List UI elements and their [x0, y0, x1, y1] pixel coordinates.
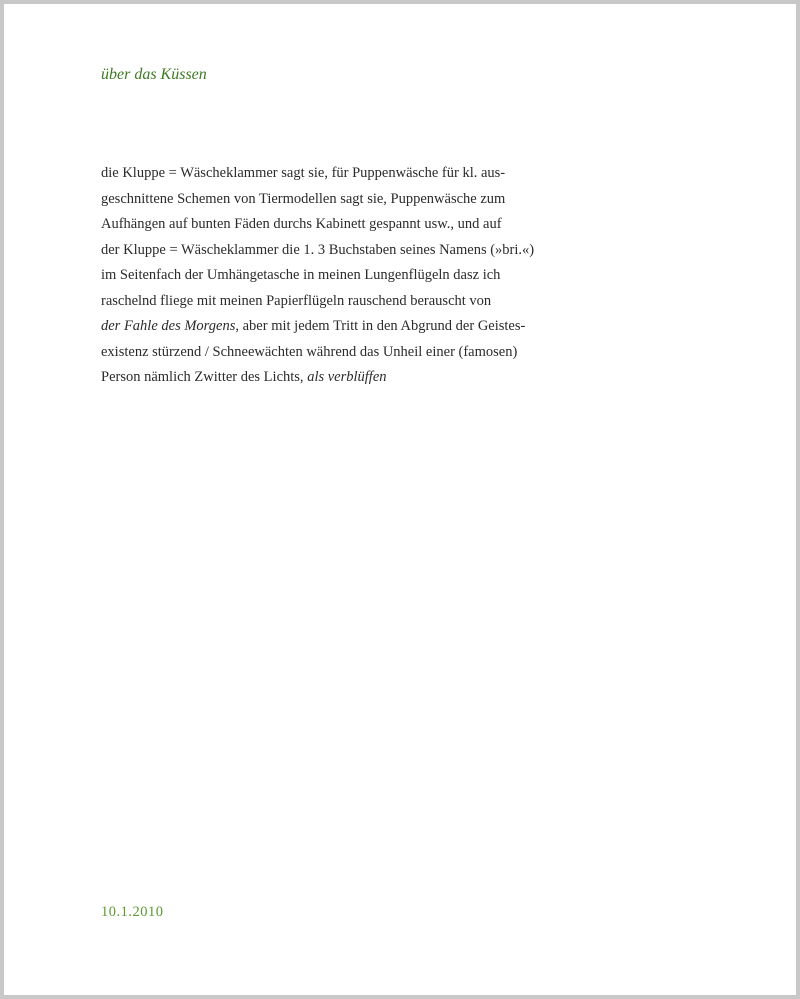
poem-line-1	[101, 161, 541, 187]
poem-line-3	[101, 212, 541, 238]
poem-line-7	[101, 314, 541, 340]
poem-line-5	[101, 263, 541, 289]
poem-line-9	[101, 365, 541, 391]
line-text: , aber mit jedem Tritt in den Abgrund der Geistes-	[235, 318, 526, 334]
poem-title: über das Küssen	[101, 66, 207, 83]
poem-body	[101, 161, 541, 391]
poem-date: 10.1.2010	[101, 904, 164, 920]
line-text: existenz stürzend / Schneewächten während das Unheil einer (famosen)	[101, 343, 518, 360]
line-text: Person nämlich Zwitter des Lichts,	[101, 369, 308, 385]
line-text: geschnittene Schemen von Tiermodellen sagt sie, Puppenwäsche zum	[101, 190, 506, 207]
poem-line-8	[101, 340, 541, 366]
line-text: Aufhängen auf bunten Fäden durchs Kabinett gespannt usw., und auf	[101, 216, 502, 232]
line-italic-text: der Fahle des Morgens	[101, 318, 236, 334]
line-italic-text: als verblüffen	[307, 369, 387, 385]
poem-line-2	[101, 187, 541, 213]
line-text: der Kluppe = Wäscheklammer die 1. 3 Buchstaben seines Namens (»bri.«)	[101, 241, 535, 258]
poem-line-4	[101, 238, 541, 264]
line-text: raschelnd fliege mit meinen Papierflügeln rauschend berauscht von	[101, 292, 492, 309]
line-text: die Kluppe = Wäscheklammer sagt sie, für Puppenwäsche für kl. aus-	[101, 165, 506, 181]
line-text: im Seitenfach der Umhängetasche in meinen Lungenflügeln dasz ich	[101, 267, 501, 283]
poem-line-6	[101, 289, 541, 315]
